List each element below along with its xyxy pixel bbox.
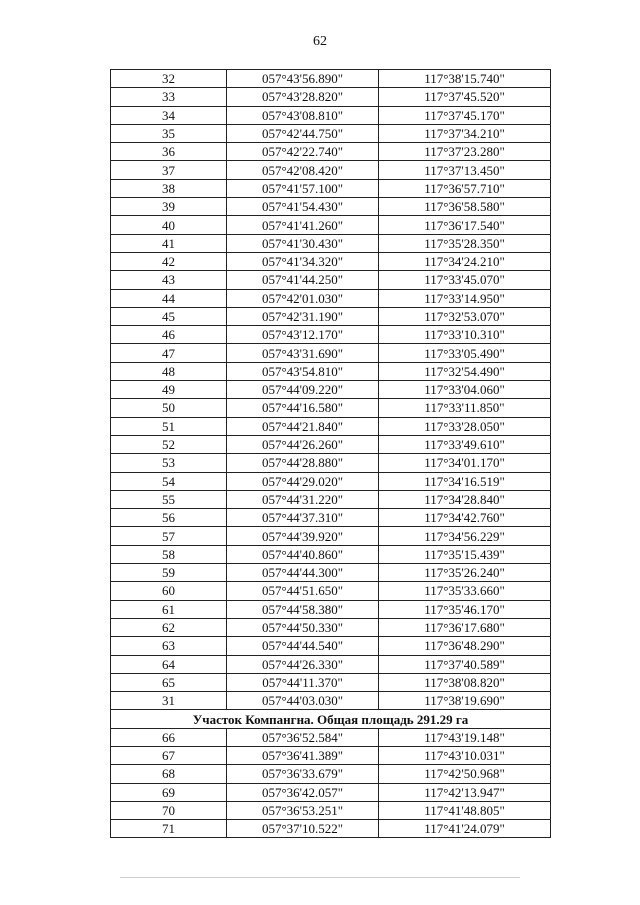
point-number-cell: 42 <box>111 252 227 270</box>
latitude-cell: 057°43'31.690" <box>227 344 379 362</box>
point-number-cell: 54 <box>111 472 227 490</box>
latitude-cell: 057°36'53.251" <box>227 801 379 819</box>
latitude-cell: 057°42'44.750" <box>227 124 379 142</box>
point-number-cell: 47 <box>111 344 227 362</box>
point-number-cell: 31 <box>111 692 227 710</box>
point-number-cell: 49 <box>111 381 227 399</box>
point-number-cell: 43 <box>111 271 227 289</box>
longitude-cell: 117°37'34.210" <box>379 124 551 142</box>
point-number-cell: 52 <box>111 435 227 453</box>
latitude-cell: 057°41'57.100" <box>227 179 379 197</box>
point-number-cell: 44 <box>111 289 227 307</box>
latitude-cell: 057°44'31.220" <box>227 490 379 508</box>
latitude-cell: 057°36'41.389" <box>227 746 379 764</box>
latitude-cell: 057°36'42.057" <box>227 783 379 801</box>
latitude-cell: 057°44'39.920" <box>227 527 379 545</box>
latitude-cell: 057°44'11.370" <box>227 673 379 691</box>
point-number-cell: 71 <box>111 820 227 838</box>
longitude-cell: 117°43'10.031" <box>379 746 551 764</box>
latitude-cell: 057°44'37.310" <box>227 509 379 527</box>
latitude-cell: 057°43'28.820" <box>227 88 379 106</box>
longitude-cell: 117°32'54.490" <box>379 362 551 380</box>
latitude-cell: 057°42'08.420" <box>227 161 379 179</box>
point-number-cell: 39 <box>111 198 227 216</box>
longitude-cell: 117°37'13.450" <box>379 161 551 179</box>
table-row <box>111 564 551 582</box>
point-number-cell: 34 <box>111 106 227 124</box>
longitude-cell: 117°38'15.740" <box>379 70 551 88</box>
table-row <box>111 765 551 783</box>
latitude-cell: 057°44'40.860" <box>227 545 379 563</box>
bottom-rule <box>120 877 520 878</box>
table-row <box>111 381 551 399</box>
point-number-cell: 36 <box>111 143 227 161</box>
latitude-cell: 057°41'41.260" <box>227 216 379 234</box>
latitude-cell: 057°43'12.170" <box>227 326 379 344</box>
latitude-cell: 057°42'31.190" <box>227 307 379 325</box>
table-row <box>111 783 551 801</box>
latitude-cell: 057°44'28.880" <box>227 454 379 472</box>
longitude-cell: 117°33'14.950" <box>379 289 551 307</box>
longitude-cell: 117°41'24.079" <box>379 820 551 838</box>
table-row <box>111 673 551 691</box>
point-number-cell: 48 <box>111 362 227 380</box>
longitude-cell: 117°37'45.170" <box>379 106 551 124</box>
point-number-cell: 57 <box>111 527 227 545</box>
point-number-cell: 55 <box>111 490 227 508</box>
longitude-cell: 117°41'48.805" <box>379 801 551 819</box>
point-number-cell: 70 <box>111 801 227 819</box>
latitude-cell: 057°44'21.840" <box>227 417 379 435</box>
table-row <box>111 582 551 600</box>
longitude-cell: 117°37'45.520" <box>379 88 551 106</box>
latitude-cell: 057°44'44.540" <box>227 637 379 655</box>
section-title-row <box>111 710 551 728</box>
longitude-cell: 117°33'28.050" <box>379 417 551 435</box>
section-title: Участок Компангна. Общая площадь 291.29 га <box>111 710 551 728</box>
point-number-cell: 68 <box>111 765 227 783</box>
point-number-cell: 58 <box>111 545 227 563</box>
longitude-cell: 117°36'57.710" <box>379 179 551 197</box>
longitude-cell: 117°43'19.148" <box>379 728 551 746</box>
longitude-cell: 117°32'53.070" <box>379 307 551 325</box>
table-row <box>111 106 551 124</box>
longitude-cell: 117°36'17.540" <box>379 216 551 234</box>
table-row <box>111 289 551 307</box>
table-row <box>111 801 551 819</box>
latitude-cell: 057°44'44.300" <box>227 564 379 582</box>
table-row <box>111 618 551 636</box>
point-number-cell: 67 <box>111 746 227 764</box>
longitude-cell: 117°33'05.490" <box>379 344 551 362</box>
table-row <box>111 198 551 216</box>
point-number-cell: 63 <box>111 637 227 655</box>
table-row <box>111 527 551 545</box>
longitude-cell: 117°36'58.580" <box>379 198 551 216</box>
latitude-cell: 057°42'01.030" <box>227 289 379 307</box>
longitude-cell: 117°35'15.439" <box>379 545 551 563</box>
latitude-cell: 057°44'50.330" <box>227 618 379 636</box>
table-row <box>111 70 551 88</box>
point-number-cell: 56 <box>111 509 227 527</box>
longitude-cell: 117°35'46.170" <box>379 600 551 618</box>
longitude-cell: 117°35'26.240" <box>379 564 551 582</box>
page-number: 62 <box>313 34 327 49</box>
table-row <box>111 435 551 453</box>
point-number-cell: 50 <box>111 399 227 417</box>
latitude-cell: 057°43'08.810" <box>227 106 379 124</box>
latitude-cell: 057°37'10.522" <box>227 820 379 838</box>
table-row <box>111 143 551 161</box>
latitude-cell: 057°41'30.430" <box>227 234 379 252</box>
table-row <box>111 362 551 380</box>
latitude-cell: 057°44'26.260" <box>227 435 379 453</box>
latitude-cell: 057°42'22.740" <box>227 143 379 161</box>
longitude-cell: 117°36'48.290" <box>379 637 551 655</box>
latitude-cell: 057°44'03.030" <box>227 692 379 710</box>
point-number-cell: 37 <box>111 161 227 179</box>
latitude-cell: 057°44'16.580" <box>227 399 379 417</box>
latitude-cell: 057°43'56.890" <box>227 70 379 88</box>
longitude-cell: 117°36'17.680" <box>379 618 551 636</box>
point-number-cell: 41 <box>111 234 227 252</box>
latitude-cell: 057°44'09.220" <box>227 381 379 399</box>
longitude-cell: 117°38'19.690" <box>379 692 551 710</box>
table-row <box>111 545 551 563</box>
longitude-cell: 117°33'11.850" <box>379 399 551 417</box>
latitude-cell: 057°44'58.380" <box>227 600 379 618</box>
table-row <box>111 692 551 710</box>
coordinates-table-body <box>111 70 551 838</box>
longitude-cell: 117°42'50.968" <box>379 765 551 783</box>
table-row <box>111 307 551 325</box>
point-number-cell: 53 <box>111 454 227 472</box>
table-row <box>111 271 551 289</box>
table-row <box>111 88 551 106</box>
table-row <box>111 655 551 673</box>
point-number-cell: 66 <box>111 728 227 746</box>
point-number-cell: 33 <box>111 88 227 106</box>
point-number-cell: 32 <box>111 70 227 88</box>
table-row <box>111 326 551 344</box>
longitude-cell: 117°38'08.820" <box>379 673 551 691</box>
point-number-cell: 60 <box>111 582 227 600</box>
longitude-cell: 117°37'40.589" <box>379 655 551 673</box>
longitude-cell: 117°34'28.840" <box>379 490 551 508</box>
latitude-cell: 057°41'44.250" <box>227 271 379 289</box>
point-number-cell: 61 <box>111 600 227 618</box>
table-row <box>111 728 551 746</box>
table-row <box>111 472 551 490</box>
point-number-cell: 45 <box>111 307 227 325</box>
longitude-cell: 117°35'33.660" <box>379 582 551 600</box>
longitude-cell: 117°33'10.310" <box>379 326 551 344</box>
coordinates-table <box>110 69 551 838</box>
longitude-cell: 117°34'24.210" <box>379 252 551 270</box>
longitude-cell: 117°37'23.280" <box>379 143 551 161</box>
table-row <box>111 820 551 838</box>
point-number-cell: 46 <box>111 326 227 344</box>
longitude-cell: 117°34'01.170" <box>379 454 551 472</box>
point-number-cell: 35 <box>111 124 227 142</box>
table-row <box>111 234 551 252</box>
table-row <box>111 252 551 270</box>
point-number-cell: 62 <box>111 618 227 636</box>
latitude-cell: 057°36'52.584" <box>227 728 379 746</box>
longitude-cell: 117°34'56.229" <box>379 527 551 545</box>
longitude-cell: 117°35'28.350" <box>379 234 551 252</box>
table-row <box>111 637 551 655</box>
table-row <box>111 124 551 142</box>
point-number-cell: 51 <box>111 417 227 435</box>
latitude-cell: 057°43'54.810" <box>227 362 379 380</box>
longitude-cell: 117°33'45.070" <box>379 271 551 289</box>
point-number-cell: 64 <box>111 655 227 673</box>
table-row <box>111 161 551 179</box>
longitude-cell: 117°33'49.610" <box>379 435 551 453</box>
table-row <box>111 490 551 508</box>
latitude-cell: 057°41'54.430" <box>227 198 379 216</box>
longitude-cell: 117°42'13.947" <box>379 783 551 801</box>
point-number-cell: 40 <box>111 216 227 234</box>
latitude-cell: 057°44'29.020" <box>227 472 379 490</box>
table-row <box>111 216 551 234</box>
table-row <box>111 509 551 527</box>
table-row <box>111 399 551 417</box>
table-row <box>111 417 551 435</box>
point-number-cell: 38 <box>111 179 227 197</box>
table-row <box>111 179 551 197</box>
latitude-cell: 057°41'34.320" <box>227 252 379 270</box>
longitude-cell: 117°34'42.760" <box>379 509 551 527</box>
longitude-cell: 117°34'16.519" <box>379 472 551 490</box>
point-number-cell: 69 <box>111 783 227 801</box>
table-row <box>111 344 551 362</box>
latitude-cell: 057°36'33.679" <box>227 765 379 783</box>
table-row <box>111 746 551 764</box>
latitude-cell: 057°44'26.330" <box>227 655 379 673</box>
point-number-cell: 59 <box>111 564 227 582</box>
longitude-cell: 117°33'04.060" <box>379 381 551 399</box>
latitude-cell: 057°44'51.650" <box>227 582 379 600</box>
table-row <box>111 454 551 472</box>
point-number-cell: 65 <box>111 673 227 691</box>
table-row <box>111 600 551 618</box>
